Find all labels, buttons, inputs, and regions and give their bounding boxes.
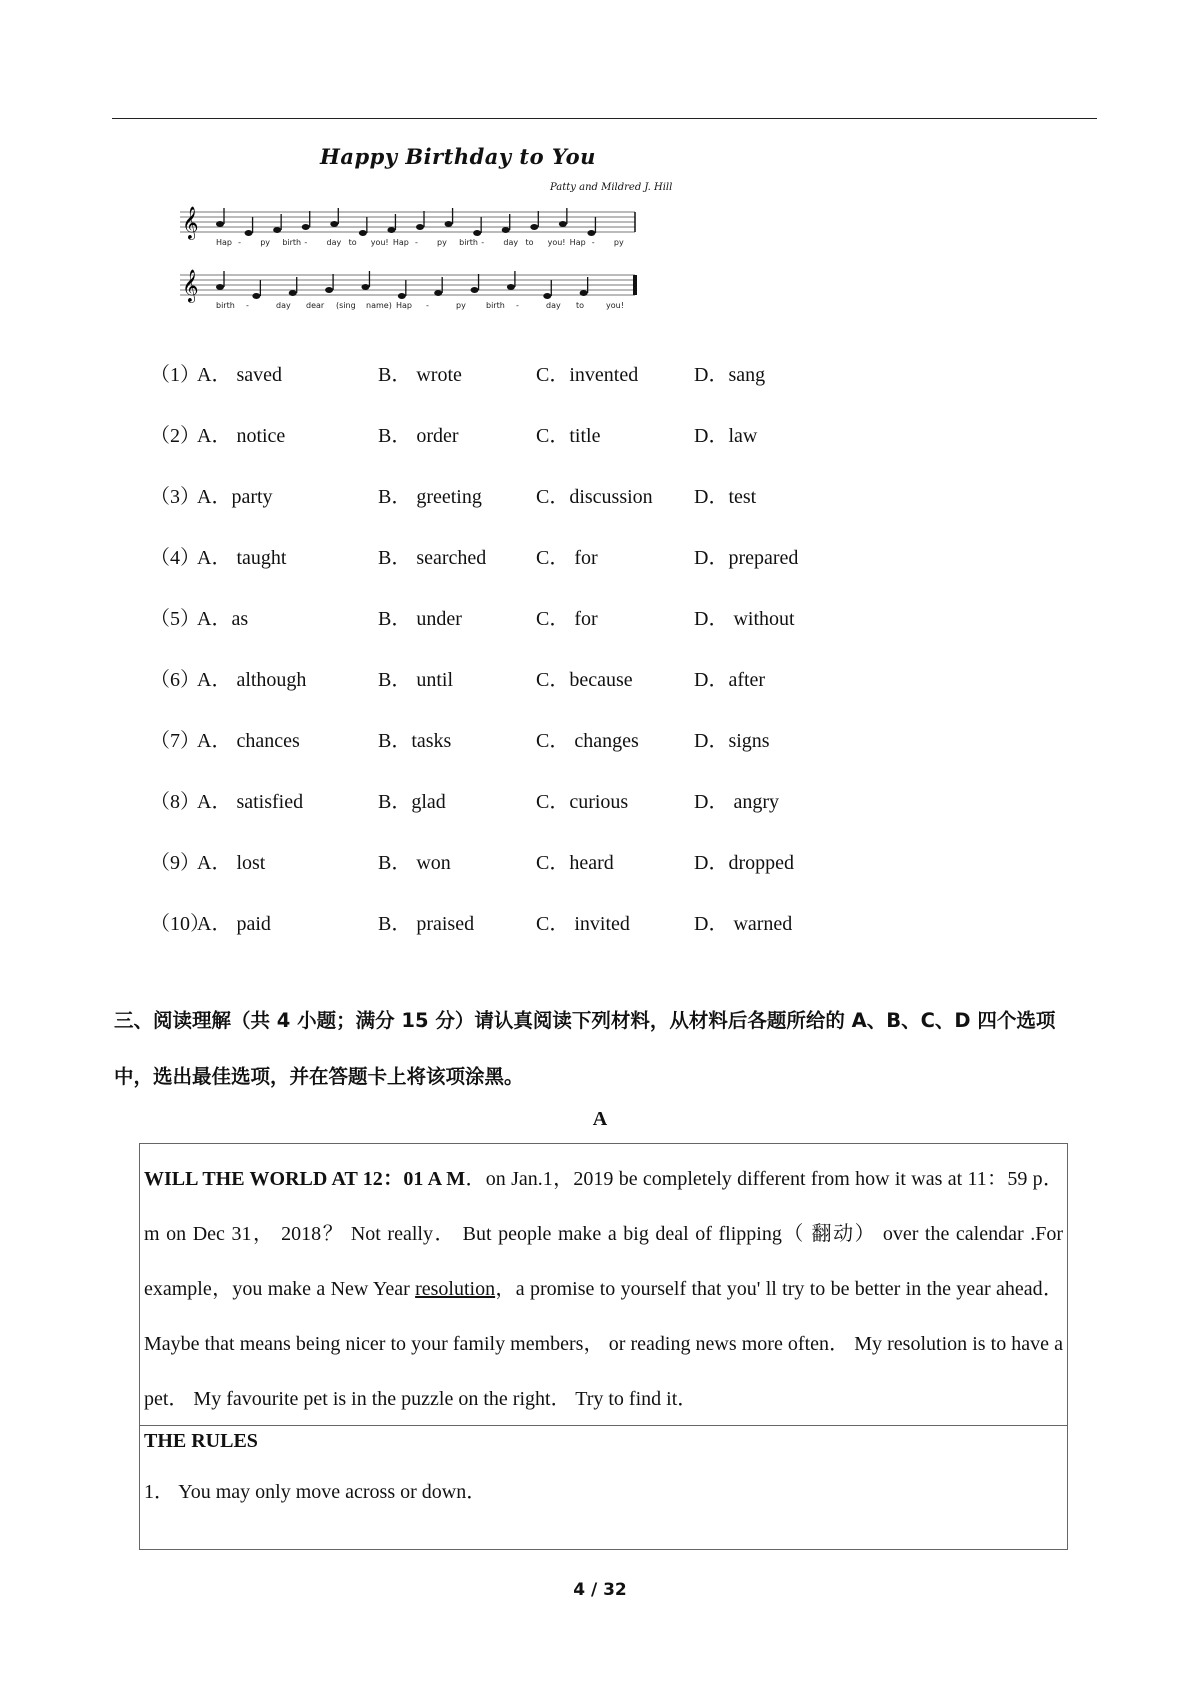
lyric-syllable: birth bbox=[282, 238, 302, 247]
lyric-syllable: - bbox=[426, 301, 429, 310]
lyric-syllable: you! bbox=[547, 238, 566, 247]
option-d: D．dropped bbox=[694, 852, 794, 874]
note-head bbox=[330, 221, 338, 227]
option-a: A． paid bbox=[197, 913, 271, 935]
option-c: C．invented bbox=[536, 364, 639, 386]
lyric-syllable: day bbox=[326, 238, 342, 247]
question-number: （2） bbox=[150, 425, 200, 447]
note-head bbox=[216, 284, 224, 290]
lyric-syllable: - bbox=[246, 301, 249, 310]
lyric-syllable: birth bbox=[459, 238, 478, 247]
passage-box bbox=[139, 1143, 1068, 1550]
question-number: （3） bbox=[150, 486, 200, 508]
option-c: C．discussion bbox=[536, 486, 653, 508]
rule-item: 1． You may only move across or down． bbox=[144, 1481, 487, 1503]
note-head bbox=[502, 227, 510, 233]
option-b: B．glad bbox=[378, 791, 446, 813]
option-d: D．law bbox=[694, 425, 758, 447]
option-b: B．tasks bbox=[378, 730, 452, 752]
option-d: D． angry bbox=[694, 791, 779, 813]
lyric-syllable: dear bbox=[306, 301, 325, 310]
treble-clef-icon: 𝄞 bbox=[182, 269, 199, 302]
lyric-syllable: name) bbox=[366, 301, 392, 310]
treble-clef-icon: 𝄞 bbox=[182, 206, 199, 239]
lyric-syllable: py bbox=[437, 238, 447, 247]
question-row bbox=[150, 358, 1050, 419]
note-head bbox=[216, 221, 224, 227]
underlined-word: resolution bbox=[415, 1278, 496, 1300]
option-a: A． saved bbox=[197, 364, 282, 386]
lyric-syllable: day bbox=[503, 238, 519, 247]
note-head bbox=[473, 230, 481, 236]
question-number: （10） bbox=[150, 913, 210, 935]
option-b: B． searched bbox=[378, 547, 487, 569]
option-a: A． although bbox=[197, 669, 307, 691]
option-b: B． until bbox=[378, 669, 454, 691]
option-c: C．curious bbox=[536, 791, 629, 813]
section-heading: 三、阅读理解（共 4 小题；满分 15 分）请认真阅读下列材料，从材料后各题所给的 A、B、C、D 四个选项中，选出最佳选项，并在答题卡上将该项涂黑。 bbox=[114, 1009, 1056, 1088]
lyric-syllable: - bbox=[481, 238, 485, 247]
note-head bbox=[359, 230, 367, 236]
note-head bbox=[361, 284, 369, 290]
lyric-syllable: Hap bbox=[569, 238, 586, 247]
option-a: A． notice bbox=[197, 425, 286, 447]
score-title: Happy Birthday to You bbox=[320, 144, 596, 169]
top-rule bbox=[112, 118, 1097, 119]
passage-lead: WILL THE WORLD AT 12：01 A M bbox=[144, 1168, 466, 1190]
option-d: D．after bbox=[694, 669, 766, 691]
note-head bbox=[507, 284, 515, 290]
lyric-syllable: birth bbox=[216, 301, 235, 310]
option-b: B． praised bbox=[378, 913, 475, 935]
option-c: C．title bbox=[536, 425, 601, 447]
option-a: A． lost bbox=[197, 852, 266, 874]
lyric-syllable: you! bbox=[370, 238, 389, 247]
note-head bbox=[530, 224, 538, 230]
option-c: C． invited bbox=[536, 913, 630, 935]
question-row bbox=[150, 419, 1050, 480]
question-number: （9） bbox=[150, 852, 200, 874]
lyric-syllable: - bbox=[591, 238, 595, 247]
lyric-syllable: - bbox=[414, 238, 418, 247]
question-number: （1） bbox=[150, 364, 200, 386]
option-b: B． greeting bbox=[378, 486, 482, 508]
question-row bbox=[150, 602, 1050, 663]
lyric-syllable: py bbox=[456, 301, 466, 310]
note-head bbox=[325, 287, 333, 293]
note-head bbox=[252, 293, 260, 299]
note-head bbox=[471, 287, 479, 293]
option-b: B． wrote bbox=[378, 364, 462, 386]
note-head bbox=[580, 290, 588, 296]
note-head bbox=[416, 224, 424, 230]
sheet-music-figure bbox=[180, 140, 700, 340]
question-row bbox=[150, 724, 1050, 785]
note-head bbox=[245, 230, 253, 236]
option-b: B． under bbox=[378, 608, 462, 630]
passage-text-1: ．on Jan.1，2019 be completely different from how it was at 11：59 p．m on Dec 31， 2018？ Not really． But people make a big deal of flipping（ 翻动） over the calendar .For example，you make a New Year bbox=[144, 1168, 1063, 1300]
note-head bbox=[273, 227, 281, 233]
box-divider bbox=[140, 1425, 1067, 1426]
option-d: D．sang bbox=[694, 364, 766, 386]
lyric-syllable: - bbox=[516, 301, 519, 310]
note-head bbox=[434, 290, 442, 296]
lyric-syllable: birth bbox=[486, 301, 505, 310]
option-a: A．party bbox=[197, 486, 273, 508]
question-number: （7） bbox=[150, 730, 200, 752]
note-head bbox=[445, 221, 453, 227]
option-c: C． changes bbox=[536, 730, 639, 752]
lyric-syllable: - bbox=[304, 238, 308, 247]
lyric-syllable: Hap bbox=[216, 238, 232, 247]
lyric-syllable: py bbox=[260, 238, 271, 247]
lyric-syllable: to bbox=[525, 238, 534, 247]
lyric-syllable: py bbox=[613, 238, 624, 247]
lyric-syllable: day bbox=[276, 301, 291, 310]
option-a: A． satisfied bbox=[197, 791, 304, 813]
question-number: （6） bbox=[150, 669, 200, 691]
lyric-syllable: - bbox=[238, 238, 241, 247]
lyric-syllable: Hap bbox=[392, 238, 409, 247]
note-head bbox=[543, 293, 551, 299]
lyric-syllable: you! bbox=[606, 301, 624, 310]
question-number: （8） bbox=[150, 791, 200, 813]
option-a: A．as bbox=[197, 608, 249, 630]
option-b: B． won bbox=[378, 852, 451, 874]
passage-paragraph bbox=[144, 1152, 1063, 1427]
question-row bbox=[150, 541, 1050, 602]
score-composer: Patty and Mildred J. Hill bbox=[550, 182, 673, 193]
question-row bbox=[150, 480, 1050, 541]
passage-label: A bbox=[592, 1108, 608, 1130]
lyric-syllable: Hap bbox=[396, 301, 412, 310]
option-d: D． without bbox=[694, 608, 795, 630]
option-b: B． order bbox=[378, 425, 459, 447]
lyric-syllable: to bbox=[348, 238, 357, 247]
rules-title: THE RULES bbox=[144, 1430, 258, 1452]
option-c: C． for bbox=[536, 547, 598, 569]
option-d: D．prepared bbox=[694, 547, 799, 569]
question-number: （4） bbox=[150, 547, 200, 569]
note-head bbox=[387, 227, 395, 233]
question-row bbox=[150, 785, 1050, 846]
question-row bbox=[150, 907, 1050, 968]
note-head bbox=[302, 224, 310, 230]
question-number: （5） bbox=[150, 608, 200, 630]
page-number: 4 / 32 bbox=[573, 1580, 627, 1600]
option-c: C．heard bbox=[536, 852, 614, 874]
option-a: A． taught bbox=[197, 547, 287, 569]
option-a: A． chances bbox=[197, 730, 300, 752]
option-d: D．test bbox=[694, 486, 757, 508]
lyric-syllable: to bbox=[576, 301, 585, 310]
note-head bbox=[587, 230, 595, 236]
option-d: D．signs bbox=[694, 730, 770, 752]
note-head bbox=[559, 221, 567, 227]
option-c: C．because bbox=[536, 669, 633, 691]
passage-text-2: ，a promise to yourself that you' ll try to be better in the year ahead． Maybe that means being nicer to your family members， or reading news more often． My resolution is to have a pet． My favourite pet is in the puzzle on the right． Try to find it． bbox=[144, 1278, 1064, 1410]
question-row bbox=[150, 663, 1050, 724]
option-c: C． for bbox=[536, 608, 598, 630]
note-head bbox=[289, 290, 297, 296]
note-head bbox=[398, 293, 406, 299]
question-row bbox=[150, 846, 1050, 907]
option-d: D． warned bbox=[694, 913, 793, 935]
lyric-syllable: day bbox=[546, 301, 561, 310]
question-options-list bbox=[150, 358, 1050, 968]
lyric-syllable: (sing bbox=[336, 301, 356, 310]
